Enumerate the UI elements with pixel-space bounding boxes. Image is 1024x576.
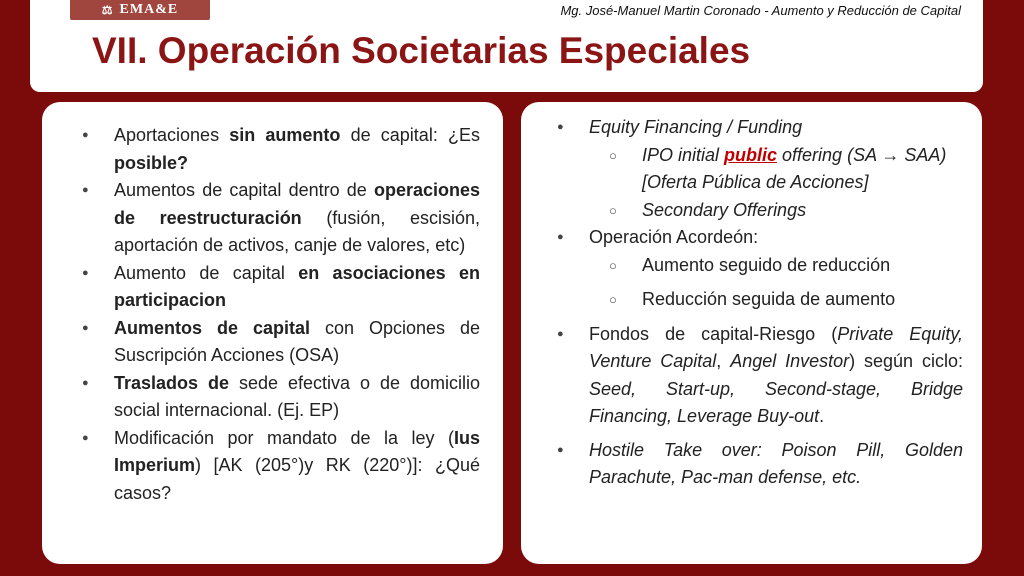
list-item-hostile: ● Hostile Take over: Poison Pill, Golden Parachute, Pac-man defense, etc.	[557, 437, 963, 492]
list-item: ● Modificación por mandato de la ley (Ius Imperium) [AK (205°)y RK (220°)]: ¿Qué casos?	[82, 425, 480, 508]
list-item: ● Traslados de sede efectiva o de domicilio social internacional. (Ej. EP)	[82, 370, 480, 425]
logo-text: EMA&E	[119, 2, 179, 17]
scales-icon: ⚖	[101, 2, 114, 17]
public-link[interactable]: public	[724, 144, 778, 165]
left-bullet-list	[82, 122, 480, 507]
sub-item-ipo: ○ IPO initial public offering (SA → SAA) [Oferta Pública de Acciones]	[557, 142, 963, 197]
list-item: ● Aumentos de capital con Opciones de Suscripción Acciones (OSA)	[82, 315, 480, 370]
logo	[70, 0, 210, 20]
right-content-panel	[521, 102, 982, 564]
sub-item-secondary: ○ Secondary Offerings	[557, 197, 963, 225]
sub-item-aumento: ○ Aumento seguido de reducción	[557, 252, 963, 280]
list-item: ● Aportaciones sin aumento de capital: ¿Es posible?	[82, 122, 480, 177]
list-item-fondos: ● Fondos de capital-Riesgo (Private Equity, Venture Capital, Angel Investor) según ciclo: Seed, Start-up, Second-stage, Bridge Financing, Leverage Buy-out.	[557, 321, 963, 431]
right-bullet-list	[557, 114, 963, 492]
left-content-panel	[42, 102, 503, 564]
sub-item-reduccion: ○ Reducción seguida de aumento	[557, 286, 963, 314]
list-item: ● Aumento de capital en asociaciones en participacion	[82, 260, 480, 315]
list-item: ● Aumentos de capital dentro de operaciones de reestructuración (fusión, escisión, aportación de activos, canje de valores, etc)	[82, 177, 480, 260]
author-attribution: Mg. José-Manuel Martin Coronado - Aumento y Reducción de Capital	[560, 3, 961, 18]
list-item-equity-financing: ● Equity Financing / Funding	[557, 114, 963, 142]
slide-title: VII. Operación Societarias Especiales	[92, 30, 751, 71]
slide-header	[30, 0, 983, 92]
list-item-acordeon: ● Operación Acordeón:	[557, 224, 963, 252]
